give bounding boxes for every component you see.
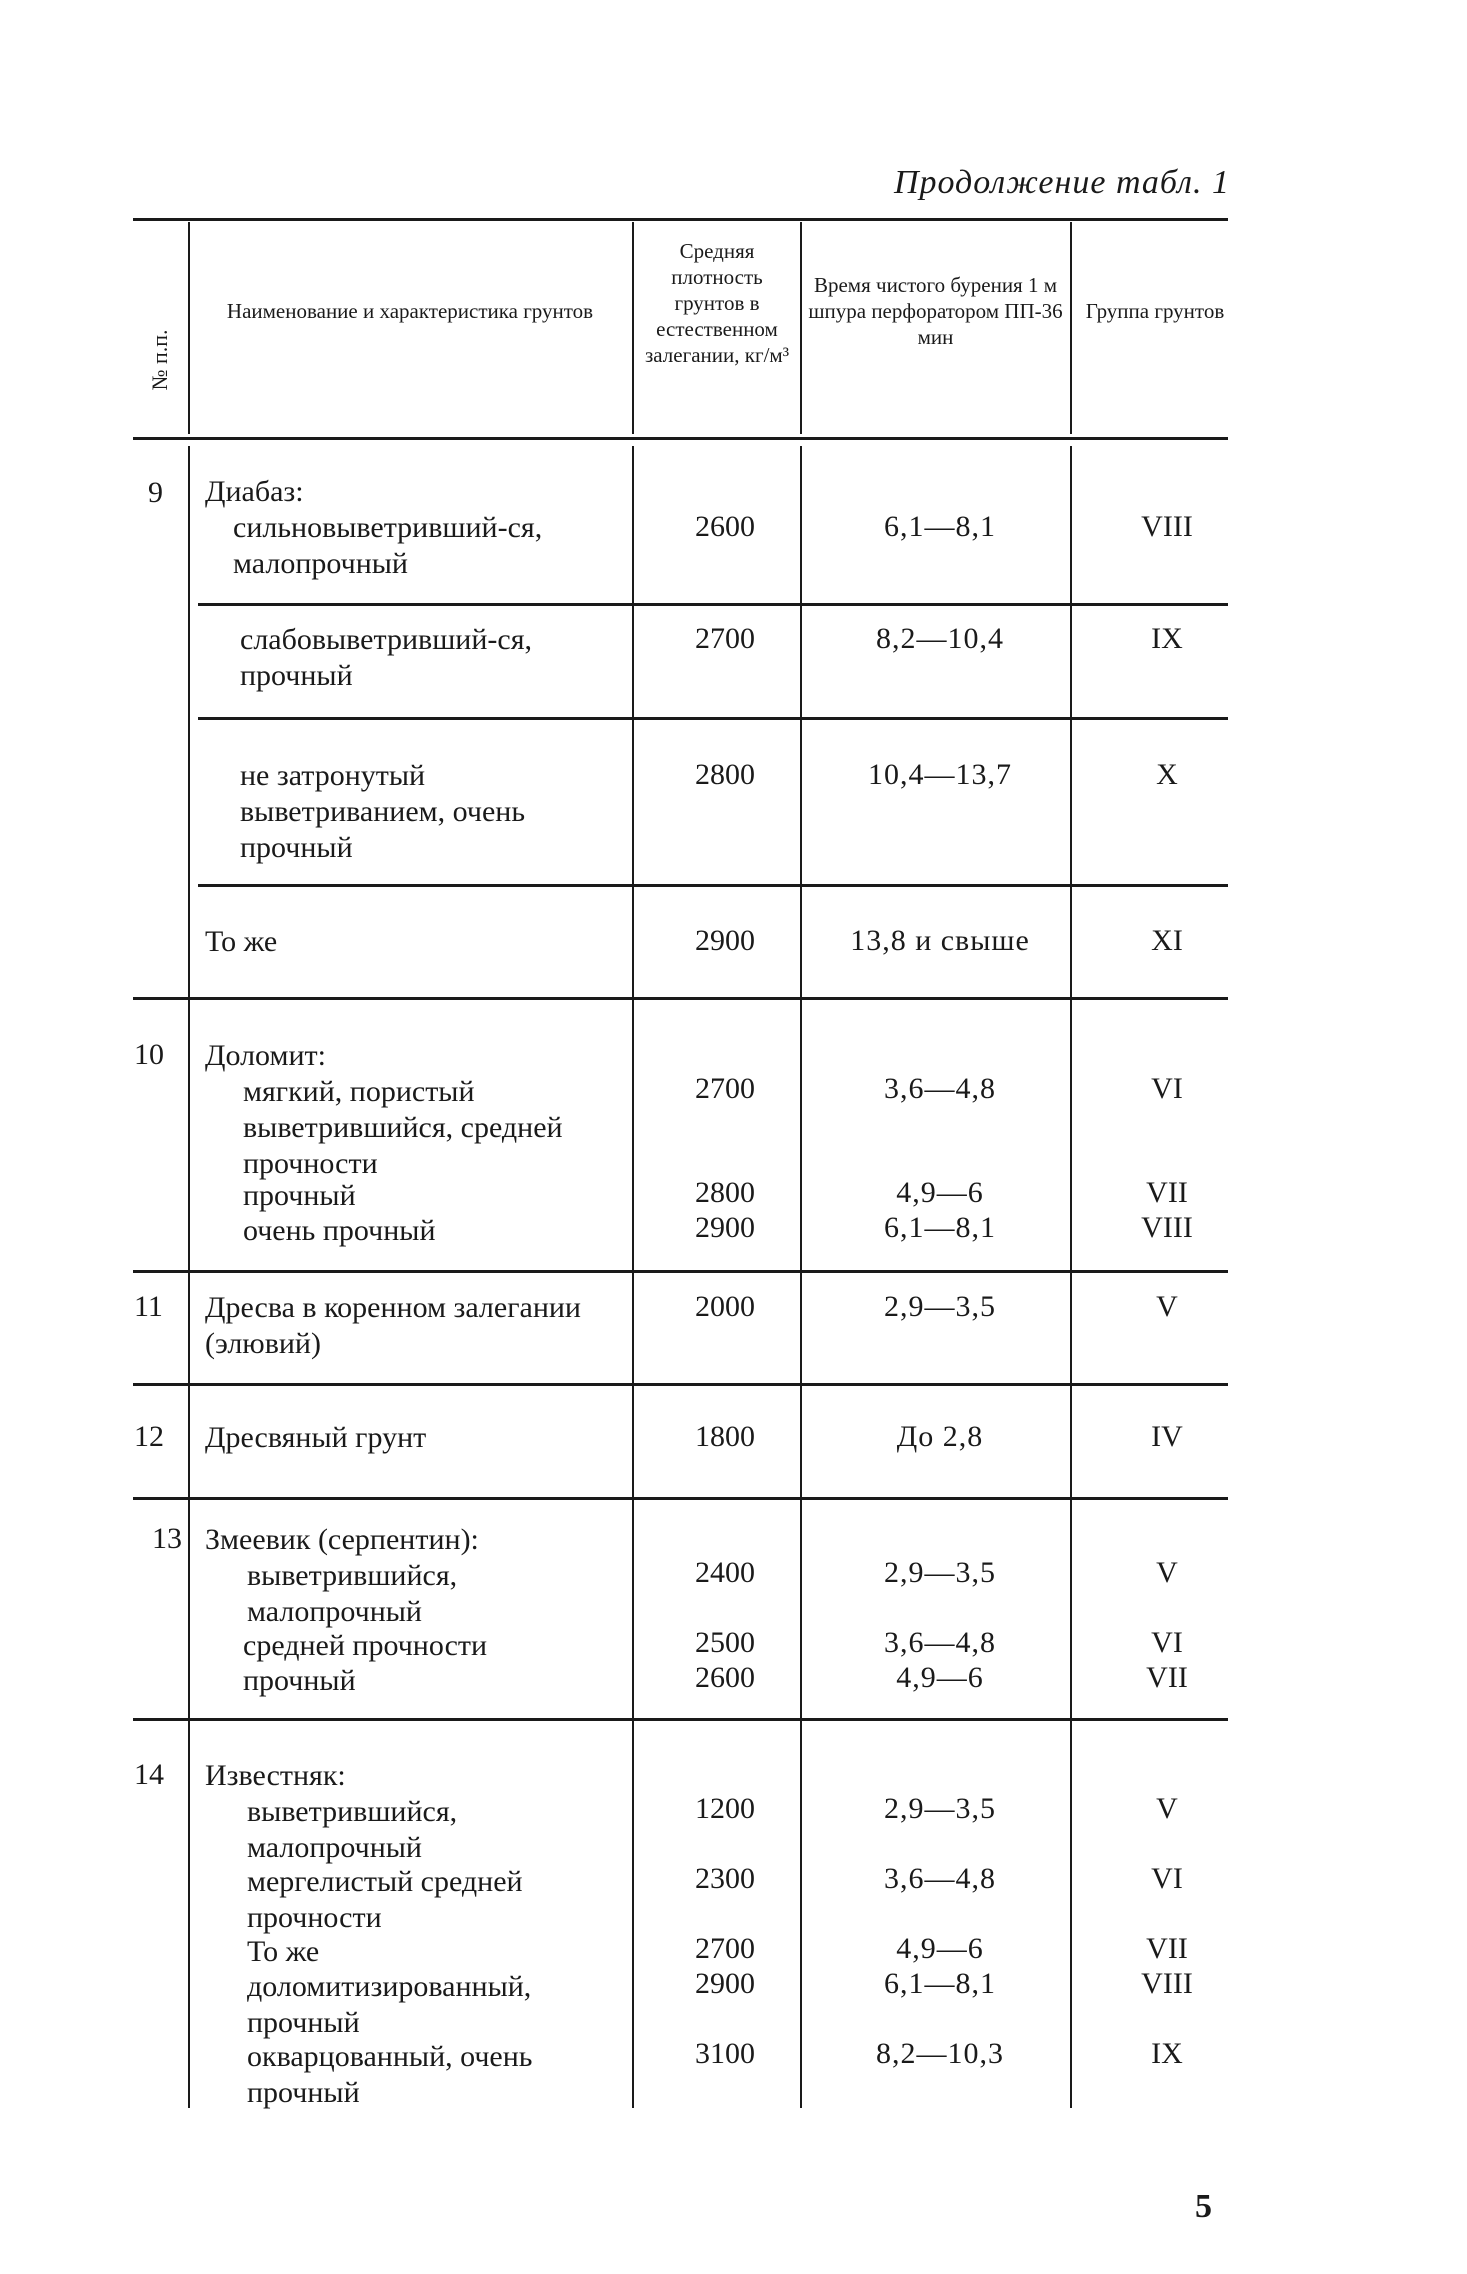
- group-value: V: [1156, 1556, 1178, 1589]
- row-title: [205, 1420, 625, 1456]
- time-value: 3,6—4,8: [884, 1626, 996, 1659]
- subrow-text: сильновыветривший-ся, малопрочный: [233, 511, 543, 580]
- subrow-text: мергелистый средней прочности: [247, 1865, 523, 1934]
- time-value: 8,2—10,3: [876, 2037, 1004, 2070]
- row-title-text: Дресвяный грунт: [205, 1421, 427, 1454]
- time-value: 2,9—3,5: [884, 1290, 996, 1323]
- row-subtext: [247, 1864, 577, 1936]
- subrow-text: очень прочный: [243, 1214, 436, 1247]
- row-subtext: [243, 1628, 625, 1664]
- header-name: Наименование и характеристика грунтов: [226, 299, 594, 323]
- column-divider: [632, 446, 634, 2108]
- row-rule: [133, 1718, 1228, 1721]
- row-title: [205, 1522, 625, 1558]
- row-subtext: [205, 924, 625, 960]
- row-subtext: [243, 1178, 625, 1214]
- group-value: XI: [1151, 924, 1183, 957]
- header-density: Средняя плотность грунтов в естественном залегании, кг/м³: [645, 239, 789, 367]
- group-value: VI: [1151, 1626, 1183, 1659]
- density-value: 2600: [695, 510, 755, 543]
- density-value: 2800: [695, 1176, 755, 1209]
- row-subtext: [240, 622, 625, 694]
- row-title-text: Известняк:: [205, 1759, 346, 1792]
- header-divider: [188, 222, 190, 434]
- column-divider: [188, 446, 190, 2108]
- row-title-text: Доломит:: [205, 1039, 326, 1072]
- group-value: IV: [1151, 1420, 1183, 1453]
- time-value: 2,9—3,5: [884, 1556, 996, 1589]
- subrow-text: выветрившийся, малопрочный: [247, 1559, 458, 1628]
- row-subtext: [247, 2039, 625, 2111]
- subrow-text: средней прочности: [243, 1629, 488, 1662]
- row-title-text: Дресва в коренном залегании (элювий): [205, 1291, 581, 1360]
- column-divider: [1070, 446, 1072, 2108]
- density-value: 1800: [695, 1420, 755, 1453]
- density-value: 2000: [695, 1290, 755, 1323]
- header-divider: [632, 222, 634, 434]
- group-value: VIII: [1141, 1967, 1193, 2000]
- density-value: 2900: [695, 1967, 755, 2000]
- group-value: VI: [1151, 1862, 1183, 1895]
- time-value: 6,1—8,1: [884, 1211, 996, 1244]
- time-value: 8,2—10,4: [876, 622, 1004, 655]
- row-number: 11: [134, 1290, 163, 1323]
- row-subtext: [247, 1558, 625, 1630]
- header-divider: [800, 222, 802, 434]
- density-value: 2300: [695, 1862, 755, 1895]
- row-number: 10: [134, 1038, 164, 1071]
- subrow-text: То же: [247, 1935, 320, 1968]
- subrow-text: прочный: [243, 1179, 356, 1212]
- subrow-text: мягкий, пористый выветрившийся, средней прочности: [243, 1075, 563, 1180]
- density-value: 2600: [695, 1661, 755, 1694]
- subrow-text: слабовыветривший-ся, прочный: [240, 623, 533, 692]
- time-value: 13,8 и свыше: [850, 924, 1030, 957]
- row-number: 12: [134, 1420, 164, 1453]
- row-subtext: [233, 510, 623, 582]
- page-number: 5: [1195, 2188, 1212, 2225]
- header-group: Группа грунтов: [1085, 299, 1225, 323]
- row-subtext: [243, 1213, 625, 1249]
- subrow-text: не затронутый выветриванием, очень прочный: [240, 759, 526, 864]
- row-number: 9: [148, 476, 163, 509]
- group-value: VIII: [1141, 1211, 1193, 1244]
- time-value: 3,6—4,8: [884, 1072, 996, 1105]
- subrow-rule: [198, 884, 1228, 887]
- row-subtext: [247, 1794, 625, 1866]
- group-value: X: [1156, 758, 1178, 791]
- time-value: 6,1—8,1: [884, 510, 996, 543]
- time-value: 4,9—6: [896, 1176, 984, 1209]
- time-value: 3,6—4,8: [884, 1862, 996, 1895]
- group-value: VII: [1146, 1661, 1188, 1694]
- row-subtext: [240, 758, 625, 866]
- density-value: 2400: [695, 1556, 755, 1589]
- row-rule: [133, 997, 1228, 1000]
- row-title-text: Змеевик (серпентин):: [205, 1523, 479, 1556]
- density-value: 2800: [695, 758, 755, 791]
- subrow-rule: [198, 717, 1228, 720]
- row-rule: [133, 1270, 1228, 1273]
- time-value: 2,9—3,5: [884, 1792, 996, 1825]
- row-number: 13: [152, 1522, 182, 1555]
- density-value: 2500: [695, 1626, 755, 1659]
- group-value: VII: [1146, 1932, 1188, 1965]
- row-subtext: [247, 1969, 625, 2041]
- group-value: VII: [1146, 1176, 1188, 1209]
- density-value: 2700: [695, 1072, 755, 1105]
- density-value: 2900: [695, 1211, 755, 1244]
- table-top-rule: [133, 218, 1228, 221]
- time-value: 6,1—8,1: [884, 1967, 996, 2000]
- group-value: V: [1156, 1792, 1178, 1825]
- density-value: 1200: [695, 1792, 755, 1825]
- density-value: 3100: [695, 2037, 755, 2070]
- header-time: Время чистого бурения 1 м шпура перфоратором ПП-36 мин: [808, 273, 1063, 349]
- subrow-text: выветрившийся, малопрочный: [247, 1795, 458, 1864]
- time-value: 4,9—6: [896, 1932, 984, 1965]
- subrow-text: То же: [205, 925, 278, 958]
- row-rule: [133, 1497, 1228, 1500]
- table-caption: Продолжение табл. 1: [893, 164, 1230, 201]
- row-subtext: [247, 1934, 625, 1970]
- group-value: V: [1156, 1290, 1178, 1323]
- group-value: VI: [1151, 1072, 1183, 1105]
- header-num: № п.п.: [147, 329, 172, 391]
- row-title: [205, 1290, 605, 1362]
- row-title: [205, 474, 625, 510]
- row-title: [205, 1038, 625, 1074]
- time-value: До 2,8: [896, 1420, 984, 1453]
- density-value: 2700: [695, 1932, 755, 1965]
- row-subtext: [243, 1074, 625, 1182]
- column-divider: [800, 446, 802, 2108]
- header-bottom-rule: [133, 437, 1228, 440]
- row-subtext: [243, 1663, 625, 1699]
- subrow-text: окварцованный, очень прочный: [247, 2040, 533, 2109]
- row-title: [205, 1758, 625, 1794]
- density-value: 2900: [695, 924, 755, 957]
- group-value: VIII: [1141, 510, 1193, 543]
- row-number: 14: [134, 1758, 164, 1791]
- subrow-text: доломитизированный, прочный: [247, 1970, 532, 2039]
- group-value: IX: [1151, 2037, 1183, 2070]
- subrow-rule: [198, 603, 1228, 606]
- density-value: 2700: [695, 622, 755, 655]
- row-rule: [133, 1383, 1228, 1386]
- time-value: 10,4—13,7: [868, 758, 1012, 791]
- header-divider: [1070, 222, 1072, 434]
- group-value: IX: [1151, 622, 1183, 655]
- subrow-text: прочный: [243, 1664, 356, 1697]
- row-title-text: Диабаз:: [205, 475, 304, 508]
- time-value: 4,9—6: [896, 1661, 984, 1694]
